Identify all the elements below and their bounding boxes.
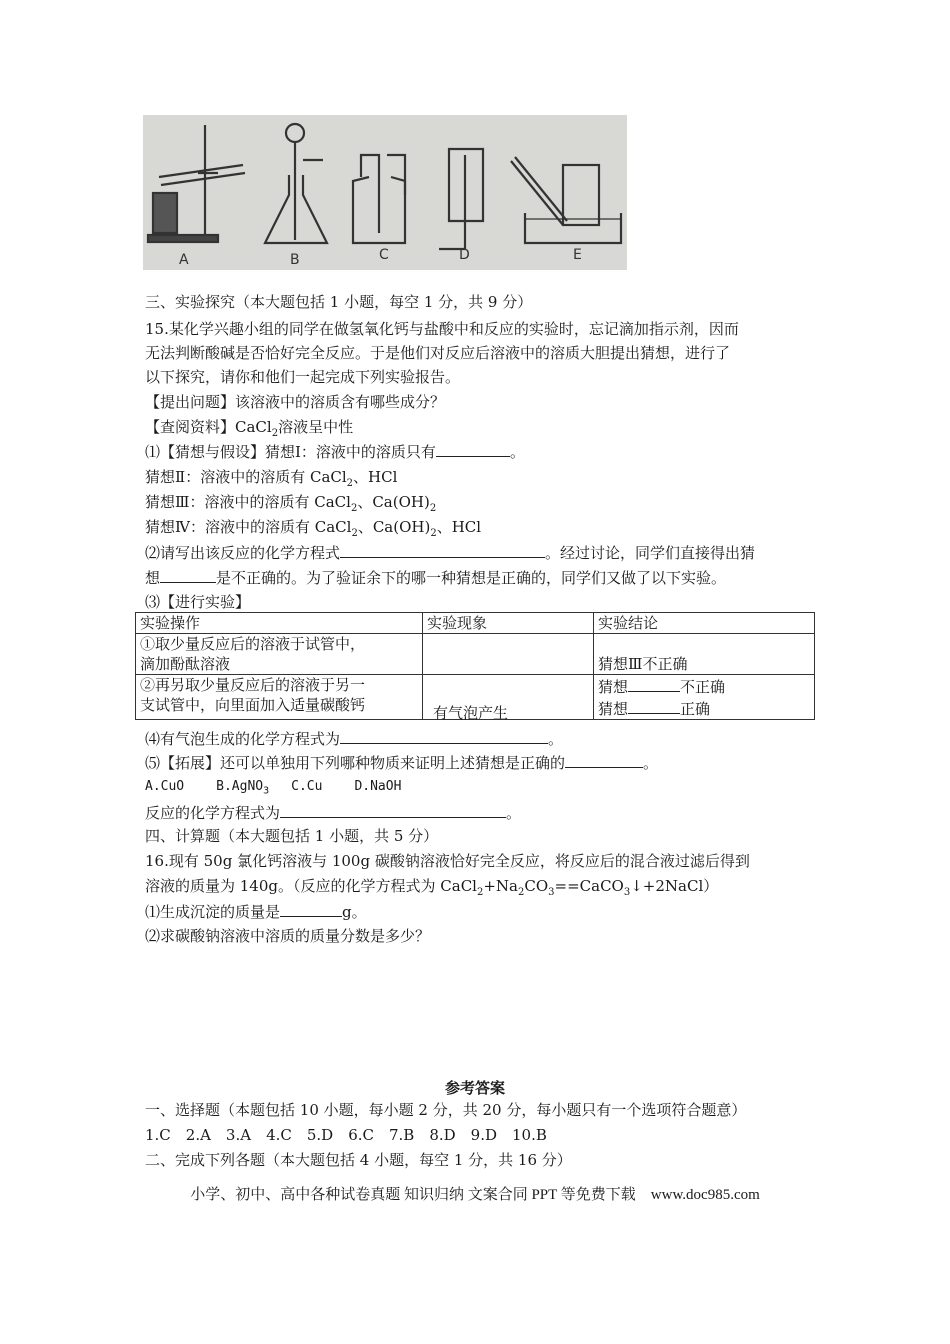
hyp4-sub2: 2 (430, 528, 437, 539)
row2-res2-prefix: 猜想 (598, 700, 629, 718)
hyp4-suffix: 、HCl (436, 518, 482, 536)
table-cell-phenomenon-blank[interactable] (423, 634, 594, 675)
row1-op-line1: ①取少量反应后的溶液于试管中， (140, 635, 366, 653)
figure-label-e: E (573, 247, 582, 263)
q15-extension-equation (145, 801, 521, 824)
table-row (136, 675, 815, 720)
q15-question: 【提出问题】该溶液中的溶质含有哪些成分？ (145, 393, 446, 411)
hyp2-prefix: 猜想Ⅱ：溶液中的溶质有 CaCl (145, 468, 347, 486)
wrong-hypothesis-blank[interactable] (160, 566, 216, 583)
row2-res2-blank[interactable] (628, 697, 680, 714)
row2-res1-prefix: 猜想 (598, 678, 629, 696)
q16-l2-mid3: ==CaCO (554, 877, 624, 895)
answers-section1-list: 1.C 2.A 3.A 4.C 5.D 6.C 7.B 8.D 9.D 10.B (145, 1126, 547, 1144)
p2-suffix: 。经过讨论，同学们直接得出猜 (545, 544, 756, 562)
hyp3-mid: 、Ca(OH) (357, 493, 430, 511)
q15-part5 (145, 751, 658, 774)
q16-sub1-prefix: ⑴生成沉淀的质量是 (145, 903, 281, 921)
hyp4-sub1: 2 (351, 528, 358, 539)
row2-phenomenon: 有气泡产生 (433, 704, 509, 722)
p2b-suffix: 是不正确的。为了验证余下的哪一种猜想是正确的，同学们又做了以下实验。 (216, 569, 727, 587)
row2-result-2 (598, 697, 810, 719)
q16-l2-suffix: ↓+2NaCl） (630, 877, 719, 895)
hyp1-answer-blank[interactable] (436, 440, 510, 457)
option-b-sub: 3 (263, 785, 270, 797)
q16-l2-mid1: +Na (483, 877, 518, 895)
p5-suffix: 。 (643, 754, 659, 772)
q16-l2-sub2: 2 (517, 887, 525, 898)
lab-apparatus-figure (143, 115, 627, 270)
q16-sub1-suffix: g。 (342, 903, 367, 921)
info-suffix: 溶液呈中性 (278, 418, 354, 436)
hyp3-prefix: 猜想Ⅲ：溶液中的溶质有 CaCl (145, 493, 351, 511)
q15-intro-2: 无法判断酸碱是否恰好完全反应。于是他们对反应后溶液中的溶质大胆提出猜想，进行了 (145, 344, 731, 362)
q16-line1: 16.现有 50g 氯化钙溶液与 100g 碳酸钠溶液恰好完全反应，将反应后的混合液过滤后得到 (145, 852, 750, 870)
apparatus-drawing (143, 115, 627, 270)
figure-label-d: D (459, 247, 470, 263)
q16-l2-sub3: 3 (548, 887, 555, 898)
info-sub: 2 (271, 428, 279, 439)
table-cell (136, 634, 423, 675)
row1-op-line2: 滴加酚酞溶液 (140, 655, 231, 673)
eq-suffix: 。 (506, 804, 522, 822)
q15-intro-3: 以下探究，请你和他们一起完成下列实验报告。 (145, 368, 461, 386)
q15-part2 (145, 541, 755, 564)
hyp3-sub1: 2 (350, 503, 358, 514)
option-b: B.AgNO (216, 779, 264, 794)
option-c: C.Cu (291, 779, 323, 794)
q16-sub1 (145, 900, 367, 923)
equation-answer-blank[interactable] (340, 541, 545, 558)
experiment-table (135, 612, 815, 720)
table-row (136, 634, 815, 675)
figure-label-c: C (379, 247, 389, 263)
table-header: 实验结论 (594, 613, 815, 634)
q16-l2-sub1: 2 (476, 887, 484, 898)
p4-suffix: 。 (548, 730, 564, 748)
hyp2-suffix: 、HCl (353, 468, 398, 486)
gas-equation-blank[interactable] (340, 727, 548, 744)
answers-section2: 二、完成下列各题（本大题包括 4 小题，每空 1 分，共 16 分） (145, 1151, 572, 1169)
hyp4-prefix: 猜想Ⅳ：溶液中的溶质有 CaCl (145, 518, 352, 536)
q15-part2-continued (145, 566, 726, 589)
section3-title: 三、实验探究（本大题包括 1 小题，每空 1 分，共 9 分） (145, 293, 533, 311)
q16-l2-mid2: CO (524, 877, 549, 895)
q15-part3: ⑶【进行实验】 (145, 593, 251, 611)
p5-prefix: ⑸【拓展】还可以单独用下列哪种物质来证明上述猜想是正确的 (145, 754, 566, 772)
table-header: 实验现象 (423, 613, 594, 634)
hyp1-prefix: ⑴【猜想与假设】猜想Ⅰ：溶液中的溶质只有 (145, 443, 436, 461)
figure-label-b: B (290, 252, 300, 268)
q15-intro-1: 15.某化学兴趣小组的同学在做氢氧化钙与盐酸中和反应的实验时，忘记滴加指示剂，因而 (145, 320, 739, 338)
option-d: D.NaOH (354, 779, 402, 794)
q16-l2-prefix: 溶液的质量为 140g。（反应的化学方程式为 CaCl (145, 877, 477, 895)
figure-label-a: A (179, 252, 189, 268)
hyp4-mid: 、Ca(OH) (357, 518, 431, 536)
q15-part4 (145, 727, 563, 750)
hyp1-suffix: 。 (509, 443, 525, 461)
extension-equation-blank[interactable] (280, 801, 506, 818)
answers-section1: 一、选择题（本题包括 10 小题，每小题 2 分，共 20 分，每小题只有一个选项符合题意） (145, 1101, 747, 1119)
row2-op-line1: ②再另取少量反应后的溶液于另一 (140, 676, 366, 694)
table-cell (594, 634, 815, 675)
option-a: A.CuO (145, 779, 185, 794)
q16-sub2: ⑵求碳酸钠溶液中溶质的质量分数是多少？ (145, 927, 431, 945)
table-cell (423, 675, 594, 720)
extension-answer-blank[interactable] (565, 751, 643, 768)
p2b-prefix: 想 (145, 569, 161, 587)
eq-prefix: 反应的化学方程式为 (145, 804, 281, 822)
q16-l2-sub4: 3 (623, 887, 631, 898)
info-prefix: 【查阅资料】CaCl (145, 418, 272, 436)
precipitate-mass-blank[interactable] (280, 900, 342, 917)
p2-prefix: ⑵请写出该反应的化学方程式 (145, 544, 341, 562)
footer: 小学、初中、高中各种试卷真题 知识归纳 文案合同 PPT 等免费下载 www.doc985.com (190, 1187, 760, 1203)
section4-title: 四、计算题（本大题包括 1 小题，共 5 分） (145, 827, 439, 845)
table-cell (594, 675, 815, 720)
table-header-row (136, 613, 815, 634)
row2-op-line2: 支试管中，向里面加入适量碳酸钙 (140, 696, 366, 714)
q15-hypothesis-1 (145, 440, 525, 463)
table-header: 实验操作 (136, 613, 423, 634)
answers-heading: 参考答案 (444, 1079, 505, 1097)
hyp2-sub: 2 (346, 478, 354, 489)
row1-result: 猜想Ⅲ不正确 (598, 655, 688, 673)
row2-res2-suffix: 正确 (680, 700, 711, 718)
row2-res1-blank[interactable] (628, 675, 680, 692)
q15-options (145, 776, 401, 803)
p4-prefix: ⑷有气泡生成的化学方程式为 (145, 730, 341, 748)
row2-res1-suffix: 不正确 (680, 678, 726, 696)
table-cell (136, 675, 423, 720)
row2-result-1 (598, 675, 810, 697)
hyp3-sub2: 2 (429, 503, 437, 514)
